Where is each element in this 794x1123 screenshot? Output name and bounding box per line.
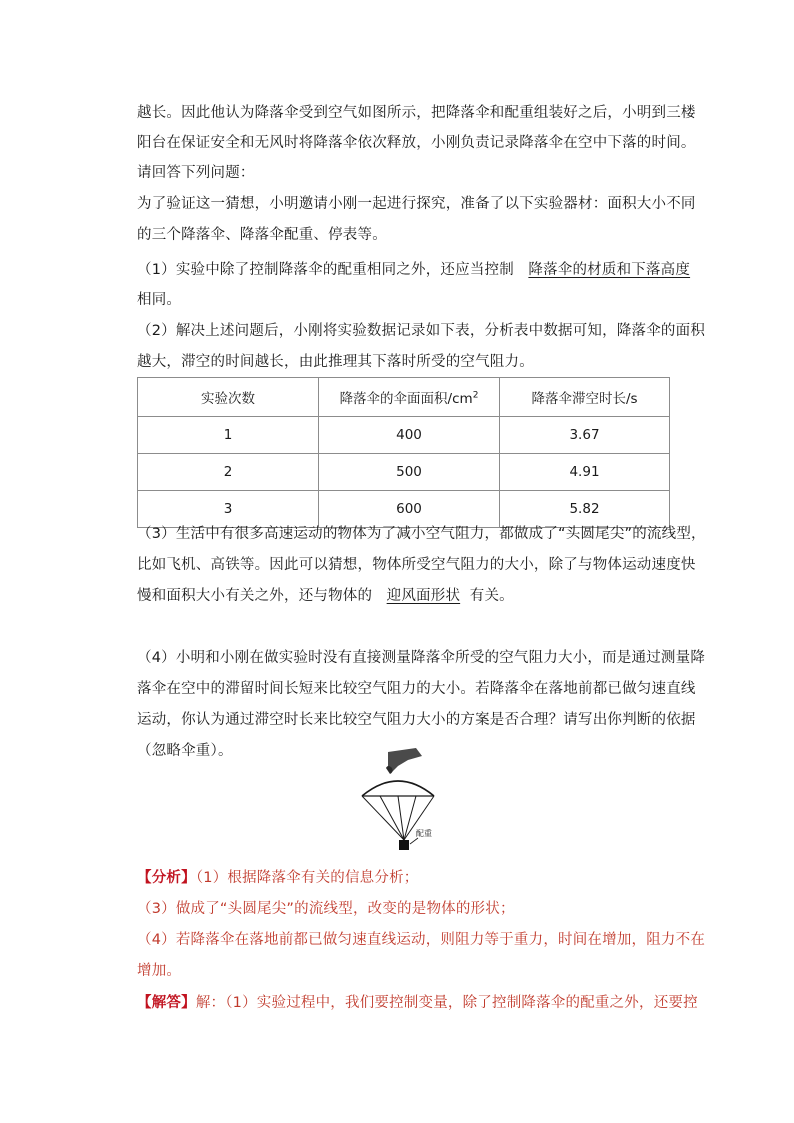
string-line <box>398 796 404 840</box>
table-header-cell: 降落伞滞空时长/s <box>500 378 670 417</box>
weight-block <box>399 840 409 850</box>
table-header-row <box>138 378 670 417</box>
table-cell: 600 <box>319 491 500 528</box>
answer-tag: 【解答】 <box>137 995 196 1011</box>
question-2-line: 越大，滞空的时间越长，由此推理其下落时所受的空气阻力。 <box>137 354 534 370</box>
answer-text: （1）实验过程中，我们要控制变量，除了控制降落伞的配重之外，还要控 <box>225 995 698 1011</box>
question-2-line: （2）解决上述问题后，小刚将实验数据记录如下表，分析表中数据可知，降落伞的面积 <box>137 323 706 339</box>
analysis-4-line: （4）若降落伞在落地前都已做匀速直线运动，则阻力等于重力，时间在增加，阻力不在 <box>137 932 706 948</box>
paragraph-line: 的三个降落伞、降落伞配重、停表等。 <box>137 227 387 243</box>
table-cell: 500 <box>319 454 500 491</box>
table-header-cell: 实验次数 <box>138 378 319 417</box>
analysis-text: （1）根据降落伞有关的信息分析； <box>195 870 419 886</box>
string-line <box>362 796 404 840</box>
paragraph-line: 阳台在保证安全和无风时将降落伞依次释放，小刚负责记录降落伞在空中下落的时间。 <box>137 135 696 151</box>
paragraph-line: 请回答下列问题： <box>137 165 255 181</box>
parachute-figure <box>358 746 438 854</box>
answer-line <box>137 993 698 1013</box>
answer-prefix: 解： <box>195 995 226 1011</box>
question-1 <box>137 260 690 280</box>
table-cell: 4.91 <box>500 454 670 491</box>
table-cell: 3.67 <box>500 417 670 454</box>
question-3-answer: 迎风面形状 <box>386 588 461 604</box>
table-header-cell: 降落伞的伞面面积$/cm^2$ <box>319 378 500 417</box>
analysis-1 <box>137 868 419 888</box>
string-line <box>404 796 416 840</box>
weight-label: 配重 <box>416 829 432 838</box>
question-3-text: 慢和面积大小有关之外，还与物体的 <box>137 588 373 604</box>
table-cell: 2 <box>138 454 319 491</box>
paragraph-line: 为了验证这一猜想，小明邀请小刚一起进行探究，准备了以下实验器材：面积大小不同 <box>137 196 696 212</box>
question-1-text: （1）实验中除了控制降落伞的配重相同之外，还应当控制 <box>137 262 514 278</box>
analysis-4-line: 增加。 <box>137 963 182 979</box>
question-4-line: 落伞在空中的滞留时间长短来比较空气阻力的大小。若降落伞在落地前都已做匀速直线 <box>137 681 696 697</box>
question-3-line: 比如飞机、高铁等。因此可以猜想，物体所受空气阻力的大小，除了与物体运动速度快 <box>137 557 696 573</box>
analysis-3: （3）做成了“头圆尾尖”的流线型，改变的是物体的形状； <box>137 901 515 917</box>
label-pointer <box>410 838 418 844</box>
question-1-answer: 降落伞的材质和下落高度 <box>528 262 691 278</box>
hand-icon <box>388 748 422 772</box>
question-4-line: 运动，你认为通过滞空时长来比较空气阻力大小的方案是否合理？请写出你判断的依据 <box>137 712 696 728</box>
question-3-line: （3）生活中有很多高速运动的物体为了减小空气阻力，都做成了“头圆尾尖”的流线型， <box>137 526 706 542</box>
table-row <box>138 491 670 528</box>
table-row <box>138 417 670 454</box>
table-cell: 1 <box>138 417 319 454</box>
table-cell: 400 <box>319 417 500 454</box>
canopy-icon <box>362 781 434 796</box>
question-4-line: （忽略伞重）。 <box>137 743 233 759</box>
analysis-tag: 【分析】 <box>137 870 196 886</box>
question-3-end: 有关。 <box>469 588 514 604</box>
paragraph-line: 越长。因此他认为降落伞受到空气如图所示，把降落伞和配重组装好之后，小明到三楼 <box>137 105 696 121</box>
data-table <box>137 377 670 528</box>
question-1-end: 相同。 <box>137 292 182 308</box>
table-cell: 3 <box>138 491 319 528</box>
question-3 <box>137 586 514 606</box>
question-4-line: （4）小明和小刚在做实验时没有直接测量降落伞所受的空气阻力大小，而是通过测量降 <box>137 650 706 666</box>
table-row <box>138 454 670 491</box>
table-cell: 5.82 <box>500 491 670 528</box>
